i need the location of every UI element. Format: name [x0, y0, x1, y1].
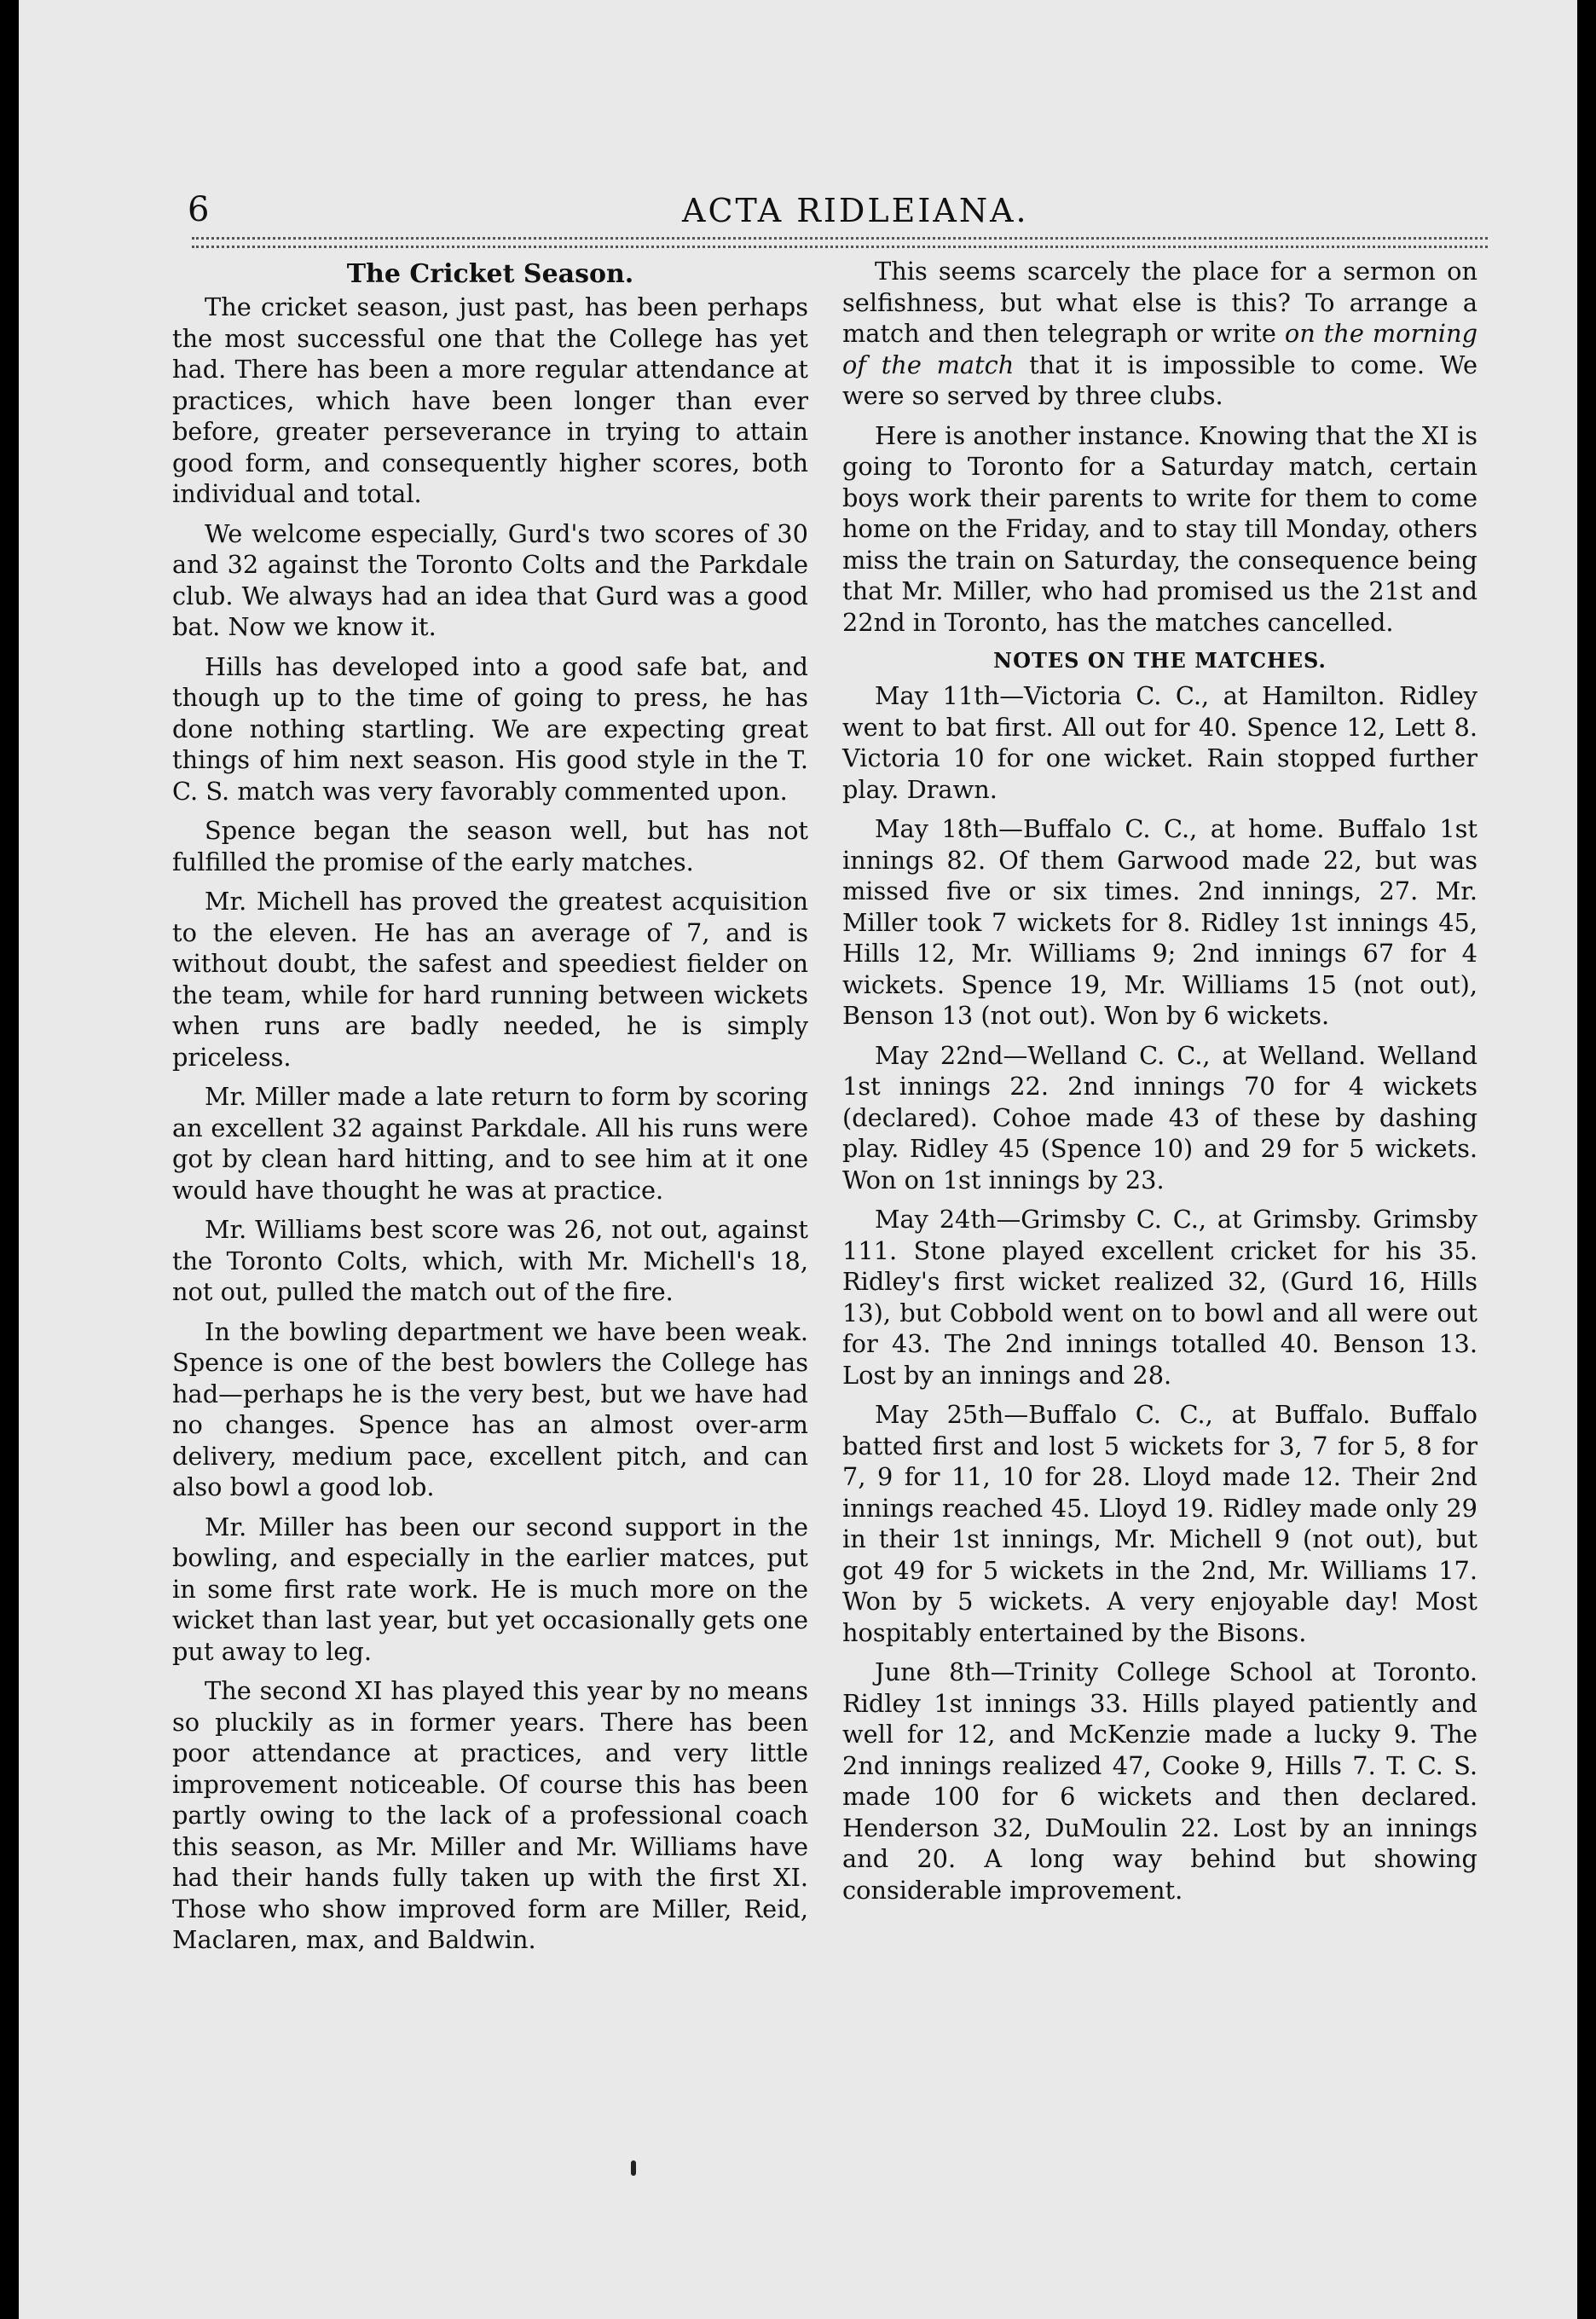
match-note: June 8th—Trinity College School at Toronto. Ridley 1st innings 33. Hills played patiently and well for 12, and McKenzie made a lucky 9. The 2nd innings realized 47, Cooke 9, Hills 7. T. C. S. made 100 for 6 wickets and then declared. Henderson 32, DuMoulin 22. Lost by an innings and 20. A long way behind but showing considerable improvement.: [842, 1657, 1477, 1905]
match-note: May 18th—Buffalo C. C., at home. Buffalo 1st innings 82. Of them Garwood made 22, but was missed five or six times. 2nd innings, 27. Mr. Miller took 7 wickets for 8. Ridley 1st innings 45, Hills 12, Mr. Williams 9; 2nd innings 67 for 4 wickets. Spence 19, Mr. Williams 15 (not out), Benson 13 (not out). Won by 6 wickets.: [842, 814, 1477, 1030]
journal-title: ACTA RIDLEIANA.: [682, 192, 1029, 229]
match-note: May 22nd—Welland C. C., at Welland. Welland 1st innings 22. 2nd innings 70 for 4 wickets (declared). Cohoe made 43 of these by dashing play. Ridley 45 (Spence 10) and 29 for 5 wickets. Won on 1st innings by 23.: [842, 1040, 1477, 1194]
paragraph: Hills has developed into a good safe bat, and though up to the time of going to press, he has done nothing startling. We are expecting great things of him next season. His good style in the T. C. S. match was very favorably commented upon.: [172, 651, 808, 806]
match-note: May 11th—Victoria C. C., at Hamilton. Ridley went to bat first. All out for 40. Spence 12, Lett 8. Victoria 10 for one wicket. Rain stopped further play. Drawn.: [842, 681, 1477, 804]
emphasis-text: on the morning of the match: [842, 319, 1477, 379]
match-note: May 24th—Grimsby C. C., at Grimsby. Grimsby 111. Stone played excellent cricket for his 35. Ridley's first wicket realized 32, (Gurd 16, Hills 13), but Cobbold went on to bowl and all were out for 43. The 2nd innings totalled 40. Benson 13. Lost by an innings and 28.: [842, 1205, 1477, 1390]
paragraph: The cricket season, just past, has been perhaps the most successful one that the College has yet had. There has been a more regular attendance at practices, which have been longer than ever before, greater perseverance in trying to attain good form, and consequently higher scores, both individual and total.: [172, 292, 808, 508]
page-number: 6: [188, 190, 210, 229]
right-column: [842, 256, 1477, 1914]
header-rule-secondary: [192, 246, 1488, 248]
paragraph: Mr. Michell has proved the greatest acquisition to the eleven. He has an average of 7, and is without doubt, the safest and speediest fielder on the team, while for hard running between wickets when runs are badly needed, he is simply priceless.: [172, 887, 808, 1072]
paragraph: We welcome especially, Gurd's two scores of 30 and 32 against the Toronto Colts and the Parkdale club. We always had an idea that Gurd was a good bat. Now we know it.: [172, 518, 808, 641]
paragraph: Here is another instance. Knowing that the XI is going to Toronto for a Saturday match, certain boys work their parents to write for them to come home on the Friday, and to stay till Monday, others miss the train on Saturday, the consequence being that Mr. Miller, who had promised us the 21st and 22nd in Toronto, has the matches cancelled.: [842, 420, 1477, 637]
left-column: [172, 256, 808, 1964]
notes-heading: NOTES ON THE MATCHES.: [993, 648, 1327, 673]
page-header: [171, 175, 1466, 234]
paragraph-text: This seems scarcely the place for a sermon on selfishness, but what else is this? To arrange a match and then telegraph or write: [842, 257, 1477, 348]
paragraph: Mr. Williams best score was 26, not out, against the Toronto Colts, which, with Mr. Michell's 18, not out, pulled the match out of the fire.: [172, 1215, 808, 1306]
paragraph: Mr. Miller has been our second support in the bowling, and especially in the earlier matces, put in some first rate work. He is much more on the wicket than last year, but yet occasionally gets one put away to leg.: [172, 1512, 808, 1666]
paragraph: [842, 256, 1477, 412]
paragraph: Mr. Miller made a late return to form by scoring an excellent 32 against Parkdale. All his runs were got by clean hard hitting, and to see him at it one would have thought he was at practice.: [172, 1082, 808, 1205]
article-title: The Cricket Season.: [346, 259, 634, 289]
footer-mark: [631, 2160, 636, 2176]
header-rule: [192, 237, 1488, 240]
paragraph: In the bowling department we have been weak. Spence is one of the best bowlers the College has had—perhaps he is the very best, but we have had no changes. Spence has an almost over-arm delivery, medium pace, excellent pitch, and can also bowl a good lob.: [172, 1316, 808, 1501]
paragraph: The second XI has played this year by no means so pluckily as in former years. There has been poor attendance at practices, and very little improvement noticeable. Of course this has been partly owing to the lack of a professional coach this season, as Mr. Miller and Mr. Williams have had their hands fully taken up with the first XI. Those who show improved form are Miller, Reid, Maclaren, max, and Baldwin.: [172, 1676, 808, 1954]
match-note: May 25th—Buffalo C. C., at Buffalo. Buffalo batted first and lost 5 wickets for 3, 7 for 5, 8 for 7, 9 for 11, 10 for 28. Lloyd made 12. Their 2nd innings reached 45. Lloyd 19. Ridley made only 29 in their 1st innings, Mr. Michell 9 (not out), but got 49 for 5 wickets in the 2nd, Mr. Williams 17. Won by 5 wickets. A very enjoyable day! Most hospitably entertained by the Bisons.: [842, 1400, 1477, 1647]
paragraph: Spence began the season well, but has not fulfilled the promise of the early matches.: [172, 816, 808, 876]
paragraph-text: that it is impossible to come. We were so served by three clubs.: [842, 350, 1477, 410]
